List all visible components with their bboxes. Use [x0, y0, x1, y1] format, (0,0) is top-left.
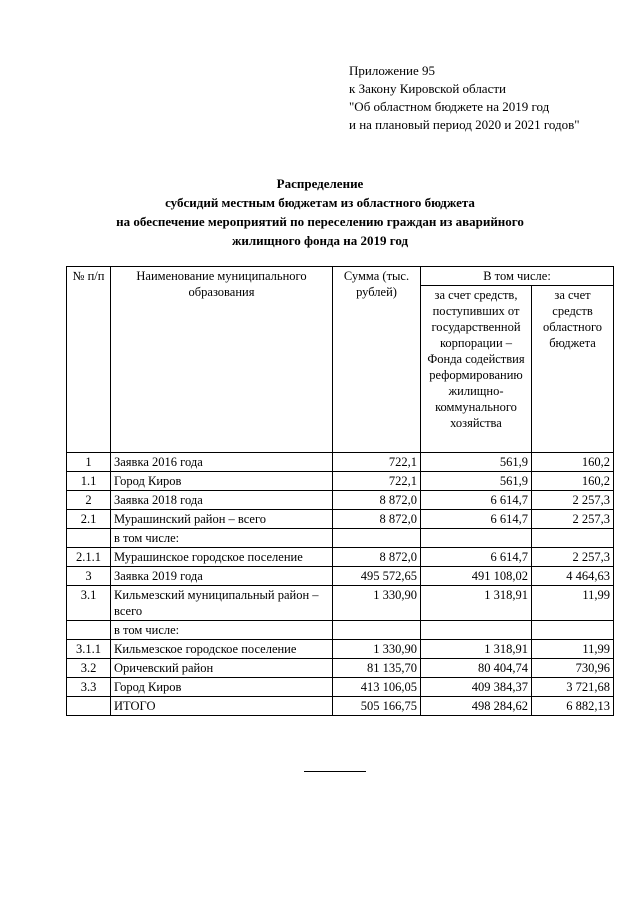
cell-sum: [333, 621, 421, 640]
cell-num: 1: [67, 453, 111, 472]
cell-fund: 6 614,7: [421, 548, 532, 567]
cell-fund: 409 384,37: [421, 678, 532, 697]
cell-sum: 722,1: [333, 472, 421, 491]
cell-sum: 8 872,0: [333, 491, 421, 510]
table-row: [67, 548, 614, 567]
cell-num: 2: [67, 491, 111, 510]
table-row: [67, 567, 614, 586]
cell-sum: 1 330,90: [333, 640, 421, 659]
cell-sum: 1 330,90: [333, 586, 421, 621]
appendix-line-3: "Об областном бюджете на 2019 год: [349, 99, 550, 114]
header-regional: за счет средств областного бюджета: [532, 286, 614, 453]
table-row: [67, 529, 614, 548]
cell-regional: [532, 621, 614, 640]
table-row: [67, 586, 614, 621]
cell-regional: 160,2: [532, 453, 614, 472]
appendix-line-2: к Закону Кировской области: [349, 81, 506, 96]
subsidy-table: [66, 266, 614, 716]
header-name: Наименование муниципального образования: [111, 267, 333, 453]
cell-sum: 8 872,0: [333, 510, 421, 529]
cell-regional: 3 721,68: [532, 678, 614, 697]
footer-divider: [304, 771, 366, 772]
cell-fund: 80 404,74: [421, 659, 532, 678]
cell-regional: 730,96: [532, 659, 614, 678]
header-fund: за счет средств, поступивших от государственной корпорации – Фонда содействия реформированию жилищно-коммунального хозяйства: [421, 286, 532, 453]
table-body: [67, 453, 614, 716]
cell-num: 1.1: [67, 472, 111, 491]
cell-name: Заявка 2018 года: [111, 491, 333, 510]
cell-num: 3.1.1: [67, 640, 111, 659]
cell-name: Заявка 2019 года: [111, 567, 333, 586]
cell-regional: 2 257,3: [532, 491, 614, 510]
table-row: [67, 659, 614, 678]
cell-name: ИТОГО: [111, 697, 333, 716]
cell-num: [67, 529, 111, 548]
cell-fund: 498 284,62: [421, 697, 532, 716]
title-line-4: жилищного фонда на 2019 год: [231, 233, 409, 248]
cell-regional: 2 257,3: [532, 548, 614, 567]
cell-fund: 1 318,91: [421, 640, 532, 659]
cell-regional: 4 464,63: [532, 567, 614, 586]
cell-name: Заявка 2016 года: [111, 453, 333, 472]
cell-num: 3.1: [67, 586, 111, 621]
table-row: [67, 678, 614, 697]
cell-regional: 160,2: [532, 472, 614, 491]
cell-fund: 561,9: [421, 453, 532, 472]
cell-fund: 491 108,02: [421, 567, 532, 586]
appendix-line-4: и на плановый период 2020 и 2021 годов": [349, 117, 580, 132]
appendix-header: [349, 62, 580, 134]
cell-sum: [333, 529, 421, 548]
table-row: [67, 472, 614, 491]
cell-regional: 11,99: [532, 586, 614, 621]
document-title: [0, 174, 640, 250]
cell-sum: 495 572,65: [333, 567, 421, 586]
table-row: [67, 697, 614, 716]
cell-fund: [421, 529, 532, 548]
cell-name: Город Киров: [111, 472, 333, 491]
cell-num: 2.1.1: [67, 548, 111, 567]
title-line-3: на обеспечение мероприятий по переселению граждан из аварийного: [116, 214, 524, 229]
cell-sum: 722,1: [333, 453, 421, 472]
table-row: [67, 621, 614, 640]
cell-name: в том числе:: [111, 529, 333, 548]
title-line-1: Распределение: [276, 176, 364, 191]
cell-num: 3.2: [67, 659, 111, 678]
cell-fund: 1 318,91: [421, 586, 532, 621]
cell-regional: 2 257,3: [532, 510, 614, 529]
cell-name: Город Киров: [111, 678, 333, 697]
cell-regional: 6 882,13: [532, 697, 614, 716]
cell-name: Мурашинский район – всего: [111, 510, 333, 529]
cell-sum: 505 166,75: [333, 697, 421, 716]
cell-num: [67, 621, 111, 640]
cell-sum: 81 135,70: [333, 659, 421, 678]
cell-name: Оричевский район: [111, 659, 333, 678]
cell-fund: 6 614,7: [421, 491, 532, 510]
header-num: № п/п: [67, 267, 111, 453]
cell-num: 2.1: [67, 510, 111, 529]
title-line-2: субсидий местным бюджетам из областного бюджета: [165, 195, 475, 210]
table-row: [67, 491, 614, 510]
cell-num: 3.3: [67, 678, 111, 697]
cell-regional: 11,99: [532, 640, 614, 659]
cell-sum: 8 872,0: [333, 548, 421, 567]
cell-name: Кильмезский муниципальный район – всего: [111, 586, 333, 621]
table-row: [67, 510, 614, 529]
cell-fund: 561,9: [421, 472, 532, 491]
table-row: [67, 640, 614, 659]
cell-fund: [421, 621, 532, 640]
cell-num: [67, 697, 111, 716]
header-sum: Сумма (тыс. рублей): [333, 267, 421, 453]
appendix-line-1: Приложение 95: [349, 63, 436, 78]
cell-fund: 6 614,7: [421, 510, 532, 529]
header-including: В том числе:: [421, 267, 614, 286]
cell-name: Кильмезское городское поселение: [111, 640, 333, 659]
cell-name: в том числе:: [111, 621, 333, 640]
cell-regional: [532, 529, 614, 548]
table-row: [67, 453, 614, 472]
cell-sum: 413 106,05: [333, 678, 421, 697]
cell-num: 3: [67, 567, 111, 586]
cell-name: Мурашинское городское поселение: [111, 548, 333, 567]
